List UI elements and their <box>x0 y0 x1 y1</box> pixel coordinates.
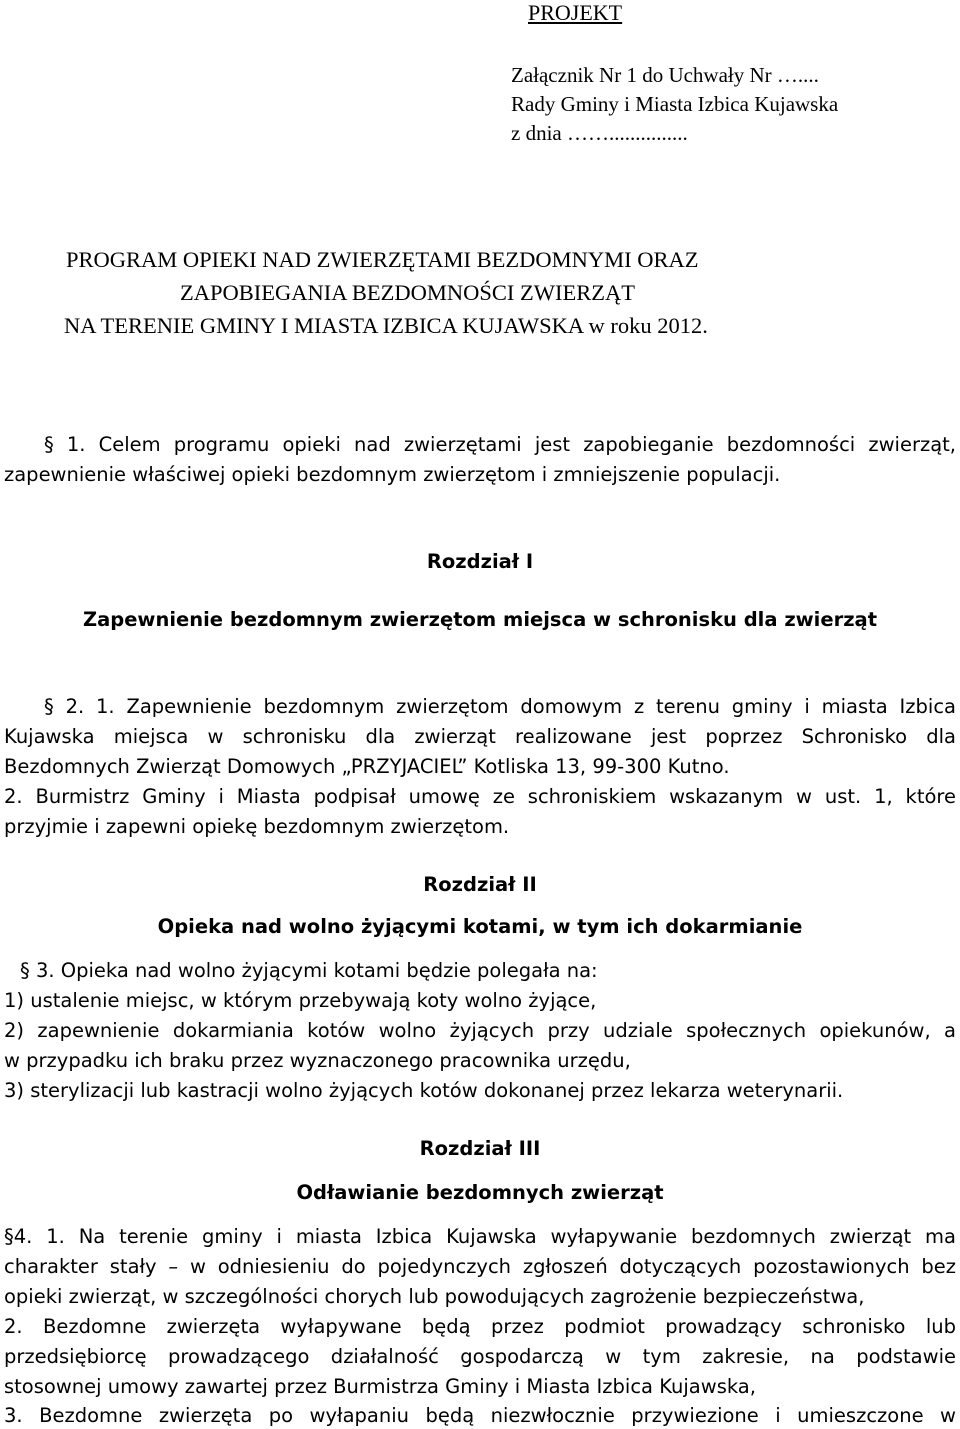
paragraph-4-line-1: §4. 1. Na terenie gminy i miasta Izbica Kujawska wyłapywanie bezdomnych zwierząt ma <box>4 1225 956 1248</box>
chapter-1-subheading: Zapewnienie bezdomnym zwierzętom miejsca w schronisku dla zwierząt <box>82 608 878 631</box>
paragraph-3-line-3: 2) zapewnienie dokarmiania kotów wolno żyjących przy udziale społecznych opiekunów, a <box>4 1019 956 1042</box>
paragraph-2-line-1: § 2. 1. Zapewnienie bezdomnym zwierzętom domowym z terenu gminy i miasta Izbica <box>44 695 956 718</box>
chapter-1-heading: Rozdział I <box>426 550 534 573</box>
paragraph-2-line-3: Bezdomnych Zwierząt Domowych „PRZYJACIEL” Kotliska 13, 99-300 Kutno. <box>4 755 730 778</box>
document-title-line-3: NA TERENIE GMINY I MIASTA IZBICA KUJAWSKA w roku 2012. <box>64 313 708 338</box>
paragraph-2-line-2: Kujawska miejsca w schronisku dla zwierząt realizowane jest poprzez Schronisko dla <box>4 725 956 748</box>
paragraph-4-line-3: opieki zwierząt, w szczególności chorych lub powodujących zagrożenie bezpieczeństwa, <box>4 1285 865 1308</box>
chapter-3-subheading: Odławianie bezdomnych zwierząt <box>296 1181 664 1204</box>
projekt-label: PROJEKT <box>528 0 623 25</box>
paragraph-3-line-4: w przypadku ich braku przez wyznaczonego pracownika urzędu, <box>4 1049 631 1072</box>
paragraph-4-line-2: charakter stały – w odniesieniu do pojedynczych zgłoszeń dotyczących pozostawionych bez <box>4 1255 956 1278</box>
paragraph-4-line-6: stosownej umowy zawartej przez Burmistrza Gminy i Miasta Izbica Kujawska, <box>4 1375 756 1398</box>
chapter-2-heading: Rozdział II <box>423 873 537 896</box>
paragraph-4-line-5: przedsiębiorcę prowadzącego działalność gospodarczą w tym zakresie, na podstawie <box>4 1345 956 1368</box>
annex-line-1: Załącznik Nr 1 do Uchwały Nr ….... <box>511 63 819 87</box>
document-title-line-2: ZAPOBIEGANIA BEZDOMNOŚCI ZWIERZĄT <box>180 280 635 305</box>
paragraph-1-line-1: § 1. Celem programu opieki nad zwierzętami jest zapobieganie bezdomności zwierząt, <box>44 433 956 456</box>
annex-line-2: Rady Gminy i Miasta Izbica Kujawska <box>511 92 839 116</box>
paragraph-3-line-2: 1) ustalenie miejsc, w którym przebywają koty wolno żyjące, <box>4 989 597 1012</box>
paragraph-3-line-1: § 3. Opieka nad wolno żyjącymi kotami będzie polegała na: <box>20 959 598 982</box>
paragraph-2-line-5: przyjmie i zapewni opiekę bezdomnym zwierzętom. <box>4 815 510 838</box>
paragraph-3-line-5: 3) sterylizacji lub kastracji wolno żyjących kotów dokonanej przez lekarza weterynarii. <box>4 1079 844 1102</box>
paragraph-2-line-4: 2. Burmistrz Gminy i Miasta podpisał umowę ze schroniskiem wskazanym w ust. 1, które <box>4 785 956 808</box>
document-title-line-1: PROGRAM OPIEKI NAD ZWIERZĘTAMI BEZDOMNYMI ORAZ <box>66 247 699 272</box>
paragraph-4-line-4: 2. Bezdomne zwierzęta wyłapywane będą przez podmiot prowadzący schronisko lub <box>4 1315 956 1338</box>
paragraph-4-line-7: 3. Bezdomne zwierzęta po wyłapaniu będą niezwłocznie przywiezione i umieszczone w <box>4 1404 956 1427</box>
chapter-3-heading: Rozdział III <box>419 1137 541 1160</box>
paragraph-1-line-2: zapewnienie właściwej opieki bezdomnym zwierzętom i zmniejszenie populacji. <box>4 463 781 486</box>
chapter-2-subheading: Opieka nad wolno żyjącymi kotami, w tym ich dokarmianie <box>157 915 803 938</box>
annex-line-3: z dnia ……............... <box>511 121 688 145</box>
